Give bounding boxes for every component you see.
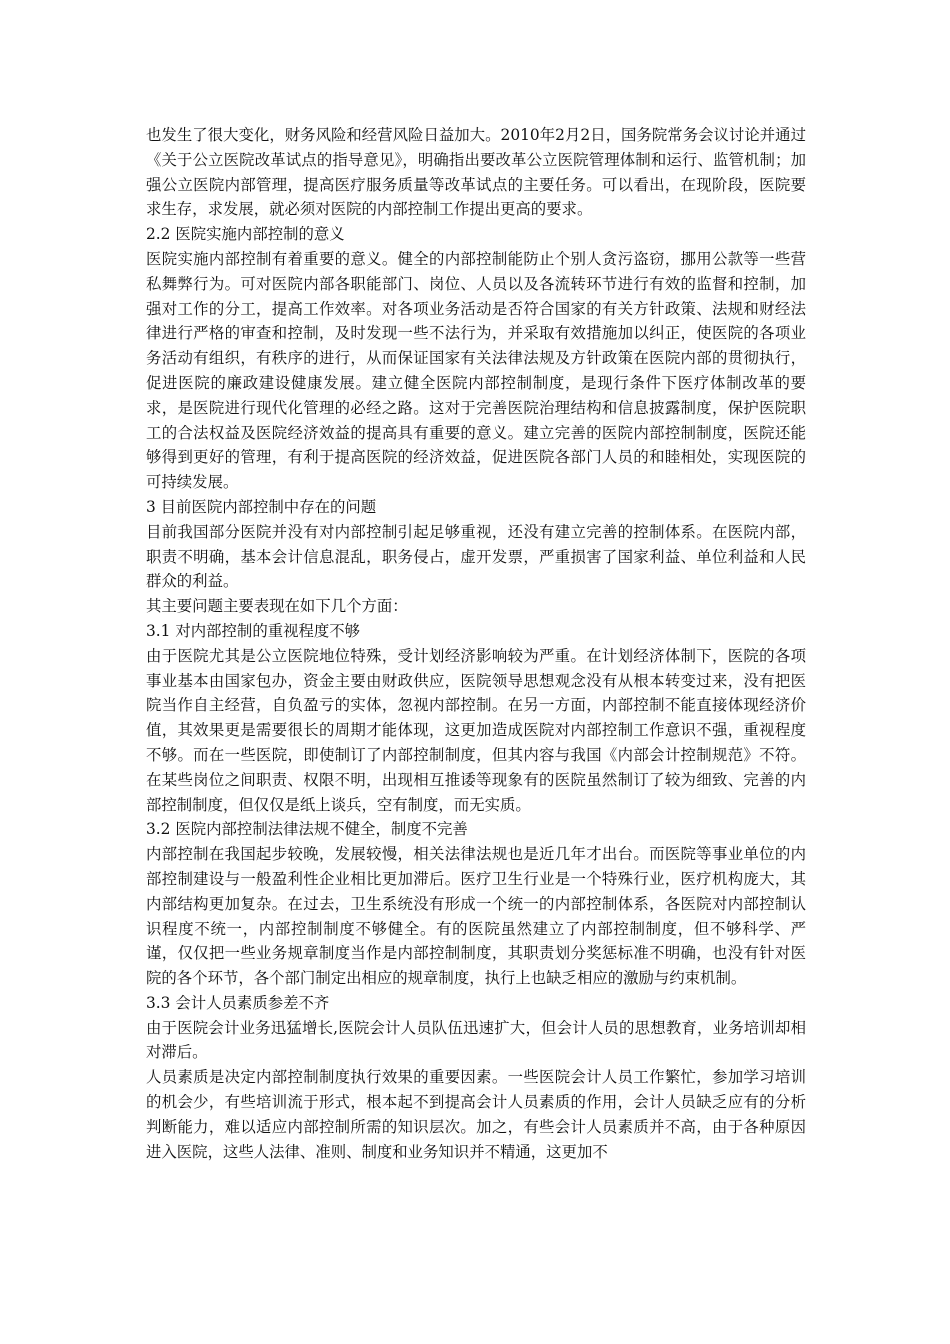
paragraph-main-issues-intro: 其主要问题主要表现在如下几个方面：: [146, 597, 408, 616]
paragraph-staff-quality: 人员素质是决定内部控制制度执行效果的重要因素。一些医院会计人员工作繁忙，参加学习培训的机会少，有些培训流于形式，根本起不到提高会计人员素质的作用，会计人员缺乏应有的分析判断能力，难以适应内部控制所需的知识层次。加之，有些会计人员素质并不高，由于各种原因进入医院，这些人法律、准则、制度和业务知识并不精通，这更加不: [146, 1068, 806, 1161]
paragraph-insufficient-attention: 由于医院尤其是公立医院地位特殊，受计划经济影响较为严重。在计划经济体制下，医院的各项事业基本由国家包办，资金主要由财政供应，医院领导思想观念没有从根本转变过来，没有把医院当作自主经营，自负盈亏的实体，忽视内部控制。在另一方面，内部控制不能直接体现经济价值，其效果更是需要很长的周期才能体现，这更加造成医院对内部控制工作意识不强，重视程度不够。而在一些医院，即使制订了内部控制制度，但其内容与我国《内部会计控制规范》不符。在某些岗位之间职责、权限不明，出现相互推诿等现象有的医院虽然制订了较为细致、完善的内部控制制度，但仅仅是纸上谈兵，空有制度，而无实质。: [146, 646, 806, 814]
heading-3: 3 目前医院内部控制中存在的问题: [146, 497, 377, 516]
paragraph-reform-background: 也发生了很大变化，财务风险和经营风险日益加大。2010年2月2日，国务院常务会议讨论并通过《关于公立医院改革试点的指导意见》，明确指出要改革公立医院管理体制和运行、监管机制；加强公立医院内部管理，提高医疗服务质量等改革试点的主要任务。可以看出，在现阶段，医院要求生存，求发展，就必须对医院的内部控制工作提出更高的要求。: [146, 126, 806, 219]
paragraph-incomplete-regulations: 内部控制在我国起步较晚，发展较慢，相关法律法规也是近几年才出台。而医院等事业单位的内部控制建设与一般盈利性企业相比更加滞后。医疗卫生行业是一个特殊行业，医疗机构庞大，其内部结构更加复杂。在过去，卫生系统没有形成一个统一的内部控制体系，各医院对内部控制认识程度不统一，内部控制制度不够健全。有的医院虽然建立了内部控制制度，但不够科学、严谨，仅仅把一些业务规章制度当作是内部控制制度，其职责划分奖惩标准不明确，也没有针对医院的各个环节，各个部门制定出相应的规章制度，执行上也缺乏相应的激励与约束机制。: [146, 845, 806, 988]
paragraph-staff-growth: 由于医院会计业务迅猛增长,医院会计人员队伍迅速扩大，但会计人员的思想教育，业务培训却相对滞后。: [146, 1018, 806, 1062]
heading-3-1: 3.1 对内部控制的重视程度不够: [146, 621, 361, 640]
document-body: [146, 123, 806, 1164]
heading-2-2: 2.2 医院实施内部控制的意义: [146, 225, 345, 244]
paragraph-current-problems: 目前我国部分医院并没有对内部控制引起足够重视，还没有建立完善的控制体系。在医院内部，职责不明确，基本会计信息混乱，职务侵占，虚开发票，严重损害了国家利益、单位利益和人民群众的利益。: [146, 522, 806, 591]
heading-3-3: 3.3 会计人员素质参差不齐: [146, 993, 330, 1012]
heading-3-2: 3.2 医院内部控制法律法规不健全，制度不完善: [146, 820, 468, 839]
paragraph-significance: 医院实施内部控制有着重要的意义。健全的内部控制能防止个别人贪污盗窃，挪用公款等一些营私舞弊行为。可对医院内部各职能部门、岗位、人员以及各流转环节进行有效的监督和控制，加强对工作的分工，提高工作效率。对各项业务活动是否符合国家的有关方针政策、法规和财经法律进行严格的审查和控制，及时发现一些不法行为，并采取有效措施加以纠正，使医院的各项业务活动有组织，有秩序的进行，从而保证国家有关法律法规及方针政策在医院内部的贯彻执行，促进医院的廉政建设健康发展。建立健全医院内部控制制度，是现行条件下医疗体制改革的要求，是医院进行现代化管理的必经之路。这对于完善医院治理结构和信息披露制度，保护医院职工的合法权益及医院经济效益的提高具有重要的意义。建立完善的医院内部控制制度，医院还能够得到更好的管理，有利于提高医院的经济效益，促进医院各部门人员的和睦相处，实现医院的可持续发展。: [146, 249, 806, 492]
